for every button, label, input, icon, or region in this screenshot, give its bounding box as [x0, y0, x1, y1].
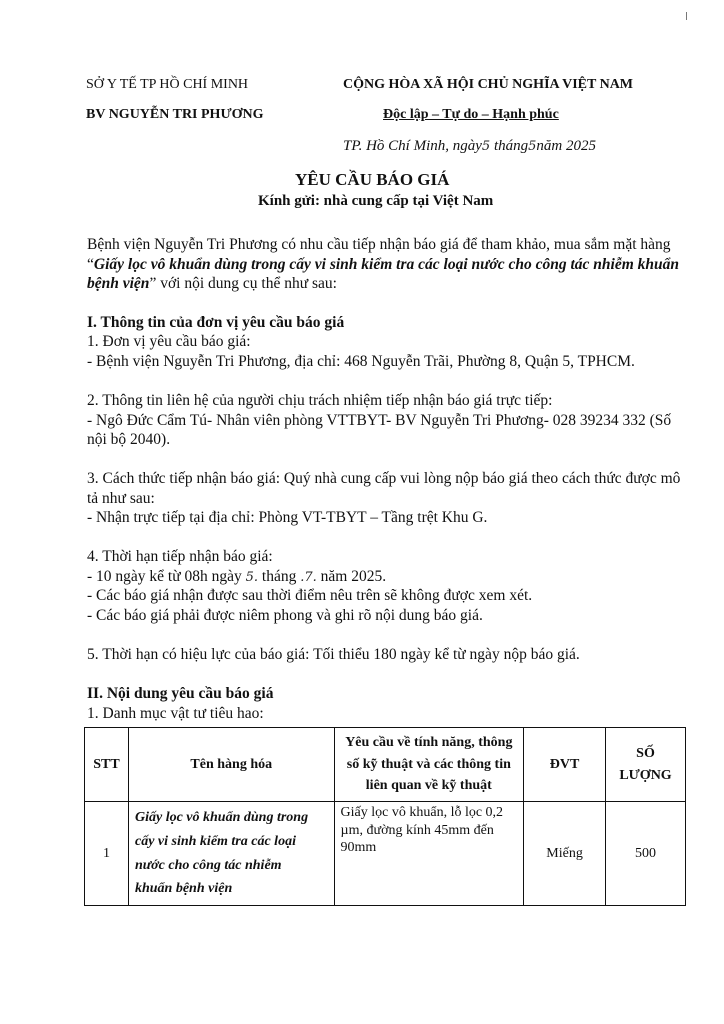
col-header-unit: ĐVT: [524, 728, 606, 802]
col-header-quantity: [606, 728, 686, 802]
document-recipient: Kính gửi: nhà cung cấp tại Việt Nam: [258, 193, 494, 209]
quote-open: “: [87, 256, 94, 273]
col-header-qty-line-2: LƯỢNG: [619, 767, 672, 783]
s4-day-handwritten: 5.: [245, 570, 259, 585]
s4-a-mid: tháng: [258, 568, 301, 585]
col-header-req-line-1: Yêu cầu về tính năng, thông: [345, 735, 513, 750]
row-name-line-4: khuẩn bệnh viện: [134, 881, 233, 897]
row-name-line-1: Giấy lọc vô khuẩn dùng trong: [134, 810, 309, 826]
table-row: [85, 802, 686, 906]
date-day-handwritten: 5: [481, 139, 491, 154]
col-header-req-line-3: liên quan về kỹ thuật: [365, 778, 492, 794]
s5-validity: 5. Thời hạn có hiệu lực của báo giá: Tối thiểu 180 ngày kể từ ngày nộp báo giá.: [87, 646, 580, 663]
s1-detail: - Bệnh viện Nguyễn Tri Phương, địa chỉ: 468 Nguyễn Trãi, Phường 8, Quận 5, TPHCM.: [87, 353, 635, 370]
date-month-handwritten: 5: [528, 139, 537, 154]
s4-month-handwritten: .7.: [300, 570, 317, 585]
intro-line-2: [87, 256, 679, 274]
materials-table: [84, 727, 686, 906]
intro-tail: với nội dung cụ thể như sau:: [156, 275, 337, 292]
item-name-line-1: Giấy lọc vô khuẩn dùng trong cấy vi sinh kiểm tra các loại nước cho công tác nhiễm khuẩn: [93, 256, 680, 273]
ministry-name: SỞ Y TẾ TP HỒ CHÍ MINH: [86, 77, 249, 92]
item-name-line-2: bệnh viện: [87, 275, 150, 292]
row-req-line-2: µm, đường kính 45mm đến: [340, 822, 494, 838]
nation-motto: Độc lập – Tự do – Hạnh phúc: [383, 107, 559, 122]
row-requirements: [334, 802, 524, 906]
s3-detail: - Nhận trực tiếp tại địa chỉ: Phòng VT-TBYT – Tầng trệt Khu G.: [87, 509, 488, 526]
col-header-stt: STT: [85, 728, 129, 802]
s4-a-prefix: - 10 ngày kể từ 08h ngày: [87, 568, 246, 585]
s4-late-note: - Các báo giá nhận được sau thời điểm nêu trên sẽ không được xem xét.: [87, 587, 533, 604]
date-suffix: năm 2025: [536, 138, 596, 154]
s3-line-1: 3. Cách thức tiếp nhận báo giá: Quý nhà cung cấp vui lòng nộp báo giá theo cách thức được mô: [87, 470, 681, 487]
col-header-name: Tên hàng hóa: [128, 728, 334, 802]
date-line: [343, 138, 596, 155]
date-month-label: tháng: [493, 138, 529, 154]
s3-line-2: tả như sau:: [87, 490, 155, 507]
s2-title: 2. Thông tin liên hệ của người chịu trách nhiệm tiếp nhận báo giá trực tiếp:: [87, 392, 553, 409]
s4-a-suffix: năm 2025.: [316, 568, 387, 585]
row-stt: 1: [85, 802, 129, 906]
row-req-line-3: 90mm: [340, 840, 377, 856]
col-header-requirements: [334, 728, 524, 802]
document-title: YÊU CẦU BÁO GIÁ: [295, 170, 450, 189]
s2-detail-1: - Ngô Đức Cẩm Tú- Nhân viên phòng VTTBYT- BV Nguyễn Tri Phương- 028 39234 332 (Số: [87, 412, 672, 429]
table-header-row: [85, 728, 686, 802]
hospital-name: BV NGUYỄN TRI PHƯƠNG: [86, 107, 264, 122]
s1-title: 1. Đơn vị yêu cầu báo giá:: [87, 333, 251, 350]
row-item-name: [128, 802, 334, 906]
row-unit: Miếng: [524, 802, 606, 906]
scan-mark: [686, 12, 687, 20]
row-req-line-1: Giấy lọc vô khuẩn, lỗ lọc 0,2: [340, 805, 504, 821]
section-1-heading: I. Thông tin của đơn vị yêu cầu báo giá: [87, 314, 345, 331]
section-2-heading: II. Nội dung yêu cầu báo giá: [87, 685, 274, 702]
section-2-sub: 1. Danh mục vật tư tiêu hao:: [87, 705, 264, 722]
s4-title: 4. Thời hạn tiếp nhận báo giá:: [87, 548, 273, 565]
row-name-line-2: cấy vi sinh kiểm tra các loại: [134, 833, 296, 849]
col-header-req-line-2: số kỹ thuật và các thông tin: [346, 756, 511, 772]
intro-line-3: [87, 275, 337, 293]
col-header-qty-line-1: SỐ: [636, 745, 655, 761]
s2-detail-2: nội bộ 2040).: [87, 431, 171, 448]
nation-title: CỘNG HÒA XÃ HỘI CHỦ NGHĨA VIỆT NAM: [343, 77, 634, 92]
date-prefix: TP. Hồ Chí Minh, ngày: [343, 138, 482, 154]
s4-deadline: [87, 568, 386, 586]
quote-close: ”: [149, 275, 157, 292]
row-quantity: 500: [606, 802, 686, 906]
row-name-line-3: nước cho công tác nhiễm: [134, 857, 282, 873]
intro-line-1: Bệnh viện Nguyễn Tri Phương có nhu cầu tiếp nhận báo giá để tham khảo, mua sắm mặt hàng: [87, 236, 671, 253]
s4-seal-note: - Các báo giá phải được niêm phong và ghi rõ nội dung báo giá.: [87, 607, 483, 624]
